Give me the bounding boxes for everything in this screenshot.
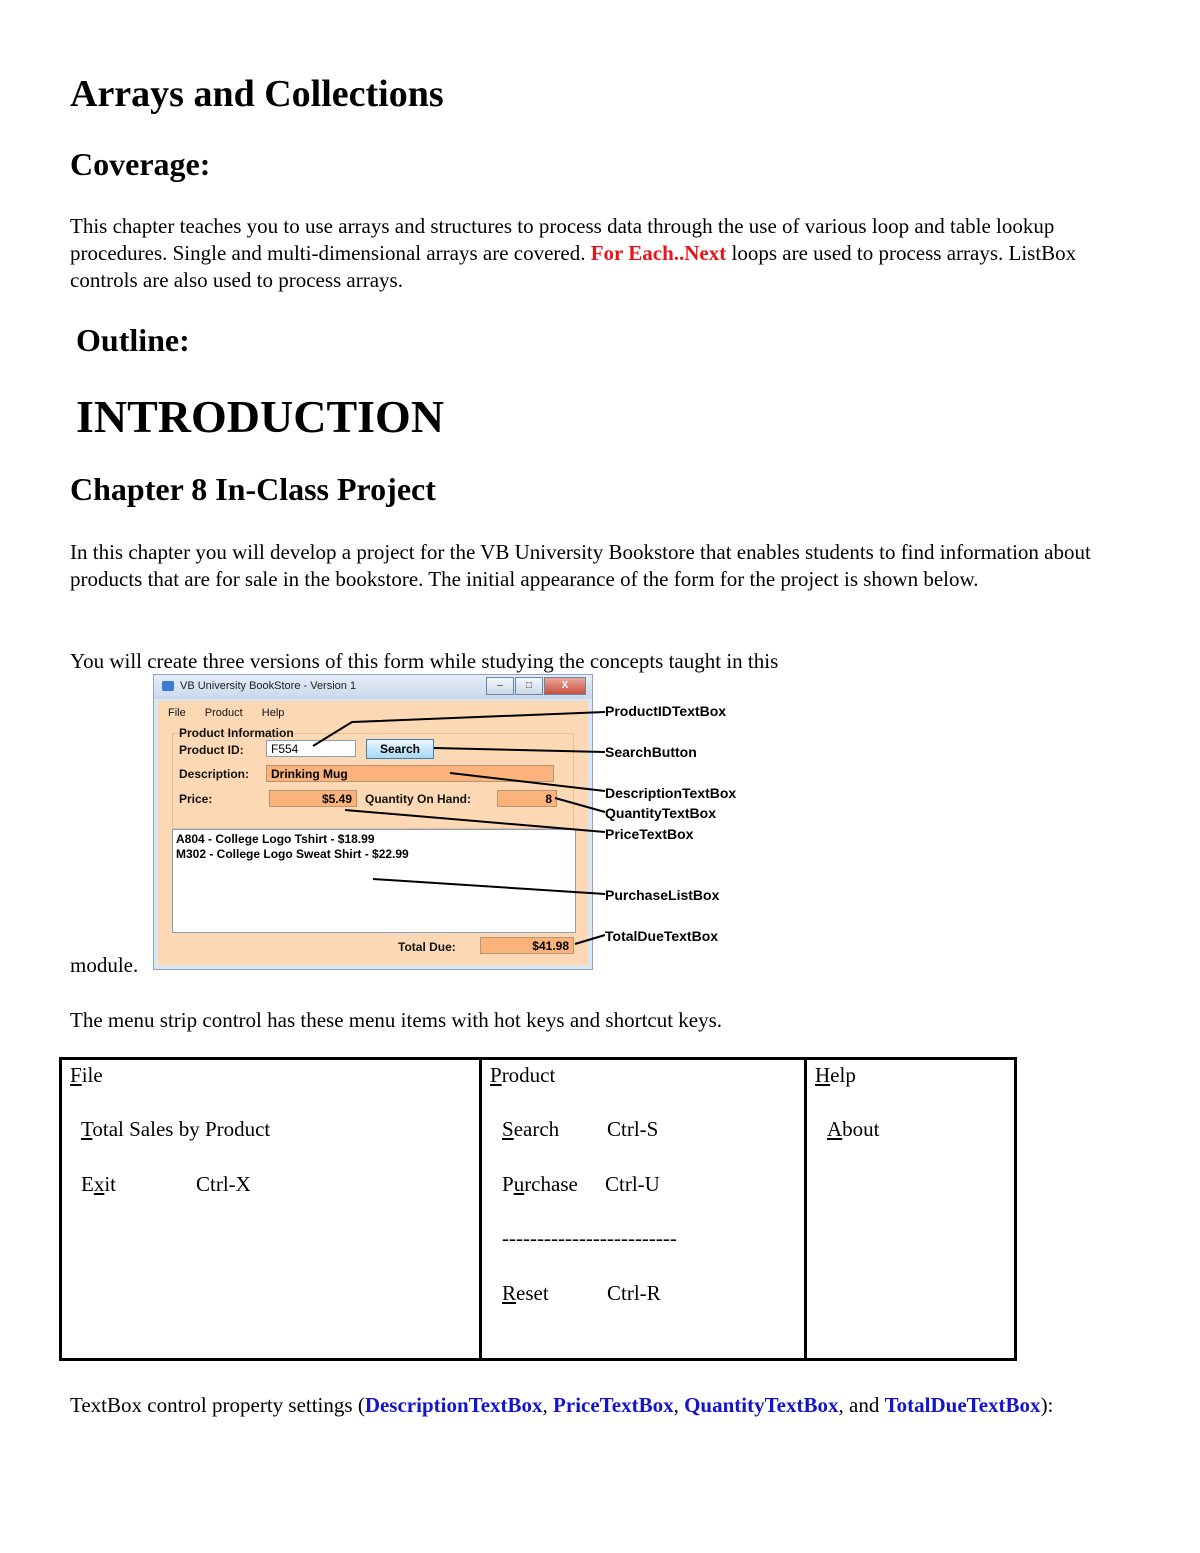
quantity-textbox[interactable]: 8 bbox=[497, 790, 557, 807]
close-icon[interactable]: X bbox=[544, 677, 586, 695]
callout-line-total bbox=[575, 935, 605, 944]
callout-purchase: PurchaseListBox bbox=[605, 887, 720, 903]
description-textbox-ref: DescriptionTextBox bbox=[364, 1393, 543, 1417]
outline-heading: Outline: bbox=[76, 322, 190, 358]
quantity-textbox-ref: QuantityTextBox bbox=[684, 1393, 839, 1417]
product-purchase-item: Purchase bbox=[502, 1172, 578, 1196]
total-due-label: Total Due: bbox=[398, 940, 456, 954]
group-title: Product Information bbox=[179, 726, 294, 740]
menu-separator: ------------------------- bbox=[502, 1226, 677, 1250]
totaldue-textbox-ref: TotalDueTextBox bbox=[884, 1393, 1041, 1417]
file-exit-item: Exit bbox=[81, 1172, 116, 1196]
callout-search: SearchButton bbox=[605, 744, 697, 760]
callout-total: TotalDueTextBox bbox=[605, 928, 719, 944]
callout-line-price bbox=[345, 810, 605, 832]
callout-line-purchase bbox=[373, 879, 605, 894]
menu-intro: The menu strip control has these menu items with hot keys and shortcut keys. bbox=[70, 1008, 723, 1032]
product-reset-item: Reset bbox=[502, 1281, 549, 1305]
product-id-label: Product ID: bbox=[179, 743, 244, 757]
description-textbox[interactable]: Drinking Mug bbox=[266, 765, 554, 782]
help-column-header: Help bbox=[815, 1063, 856, 1087]
coverage-paragraph: This chapter teaches you to use arrays and structures to process data through the use of various loop and table lookup procedures. Single and multi-dimensional arrays are covered. For Each..Next loops are used to process arrays. ListBox controls are also used to process arrays. bbox=[70, 214, 1077, 292]
callout-line-search bbox=[434, 748, 605, 752]
list-item[interactable]: A804 - College Logo Tshirt - $18.99 bbox=[176, 832, 375, 846]
total-due-textbox[interactable]: $41.98 bbox=[480, 937, 574, 954]
for-each-highlight: For Each..Next bbox=[590, 241, 727, 265]
minimize-icon[interactable]: – bbox=[486, 677, 514, 695]
callout-price: PriceTextBox bbox=[605, 826, 694, 842]
textbox-properties-intro: TextBox control property settings (DescriptionTextBox, PriceTextBox, QuantityTextBox, and TotalDueTextBox): bbox=[70, 1393, 1054, 1417]
coverage-heading: Coverage: bbox=[70, 146, 211, 182]
description-label: Description: bbox=[179, 767, 250, 781]
search-button[interactable]: Search bbox=[366, 739, 434, 759]
document-title: Arrays and Collections bbox=[70, 73, 444, 115]
project-paragraph: In this chapter you will develop a project for the VB University Bookstore that enables students to find information about products that are for sale in the bookstore. The initial appearance of the form for the project is shown below. bbox=[70, 540, 1091, 591]
maximize-icon[interactable]: □ bbox=[515, 677, 543, 695]
callout-line-product-id bbox=[313, 712, 605, 746]
module-text: module. bbox=[70, 953, 139, 977]
versions-text: You will create three versions of this form while studying the concepts taught in this bbox=[70, 649, 779, 673]
menu-file[interactable]: File bbox=[168, 707, 186, 719]
table-divider bbox=[804, 1057, 807, 1361]
menu-items-table bbox=[59, 1057, 1017, 1361]
callout-description: DescriptionTextBox bbox=[605, 785, 737, 801]
callout-line-description bbox=[450, 773, 605, 791]
project-heading: Chapter 8 In-Class Project bbox=[70, 471, 436, 507]
help-about-item: About bbox=[827, 1117, 880, 1141]
menu-product[interactable]: Product bbox=[204, 707, 243, 719]
callout-quantity: QuantityTextBox bbox=[605, 805, 716, 821]
product-column-header: Product bbox=[490, 1063, 556, 1087]
quantity-label: Quantity On Hand: bbox=[365, 792, 471, 806]
introduction-heading: INTRODUCTION bbox=[76, 391, 445, 442]
callout-product-id: ProductIDTextBox bbox=[605, 703, 727, 719]
price-textbox-ref: PriceTextBox bbox=[553, 1393, 674, 1417]
list-item[interactable]: M302 - College Logo Sweat Shirt - $22.99 bbox=[176, 847, 409, 861]
exit-shortcut: Ctrl-X bbox=[196, 1172, 251, 1196]
product-search-item: Search bbox=[502, 1117, 560, 1141]
search-shortcut: Ctrl-S bbox=[607, 1117, 659, 1141]
product-id-textbox[interactable]: F554 bbox=[266, 740, 356, 757]
callout-line-quantity bbox=[555, 798, 605, 812]
table-divider bbox=[479, 1057, 482, 1361]
menu-help[interactable]: Help bbox=[261, 707, 285, 719]
price-label: Price: bbox=[179, 792, 213, 806]
file-total-sales-item: Total Sales by Product bbox=[81, 1117, 271, 1141]
file-column-header: File bbox=[70, 1063, 103, 1087]
reset-shortcut: Ctrl-R bbox=[607, 1281, 661, 1305]
purchase-shortcut: Ctrl-U bbox=[605, 1172, 660, 1196]
price-textbox[interactable]: $5.49 bbox=[269, 790, 357, 807]
window-title: VB University BookStore - Version 1 bbox=[180, 680, 357, 692]
